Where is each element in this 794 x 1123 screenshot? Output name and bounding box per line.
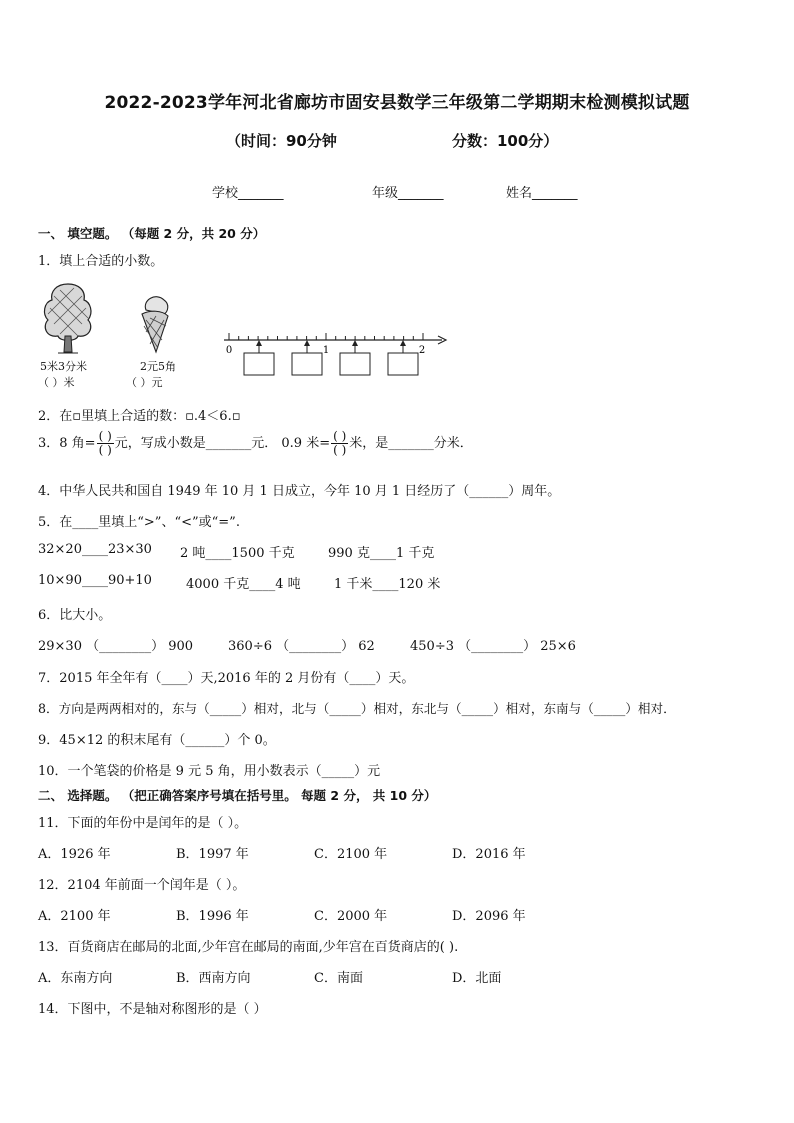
number-line-box-3	[340, 353, 370, 375]
number-line-pointers	[256, 340, 406, 353]
q6-item: 450÷3 （________） 25×6	[410, 639, 576, 654]
number-line-ticks	[229, 333, 423, 340]
q1-text: 1．填上合适的小数。	[38, 254, 164, 269]
number-line-box-2	[292, 353, 322, 375]
q6-item: 29×30 （________） 900	[38, 639, 194, 654]
icecream-label: 2元5角	[140, 360, 176, 373]
q5-item: 990 克____1 千克	[328, 546, 435, 561]
exam-score: 分数：100分）	[452, 132, 559, 150]
q10-text: 10．一个笔袋的价格是 9 元 5 角，用小数表示（_____）元	[38, 764, 381, 779]
q5-item: 32×20____23×30	[38, 542, 152, 557]
q4-text: 4．中华人民共和国自 1949 年 10 月 1 日成立，今年 10 月 1 日经历了（______）周年。	[38, 484, 561, 499]
q3-part-c: 米，是_______分米．	[349, 436, 473, 451]
tree-icon	[38, 280, 98, 356]
q6-text: 6．比大小。	[38, 608, 112, 623]
q5-item: 4000 千克____4 吨	[186, 577, 301, 592]
section2-heading: 二、 选择题。 （把正确答案序号填在括号里。 每题 2 分， 共 10 分）	[38, 788, 437, 803]
q13-text: 13．百货商店在邮局的北面,少年宫在邮局的南面,少年宫在百货商店的( ).	[38, 940, 459, 955]
number-line	[220, 326, 450, 380]
q12-option-d[interactable]: D．2096 年	[452, 909, 526, 924]
q12-option-b[interactable]: B．1996 年	[176, 909, 249, 924]
section1-heading: 一、 填空题。 （每题 2 分，共 20 分）	[38, 226, 266, 241]
number-line-box-1	[244, 353, 274, 375]
q5-text: 5．在____里填上“>”、“<”或“=”.	[38, 515, 240, 530]
q5-item: 10×90____90+10	[38, 573, 152, 588]
q14-text: 14．下图中，不是轴对称图形的是（ ）	[38, 1002, 267, 1017]
q5-item: 2 吨____1500 千克	[180, 546, 295, 561]
number-line-box-4	[388, 353, 418, 375]
icecream-answer-blank[interactable]: （ ）元	[126, 376, 163, 389]
page-title: 2022-2023学年河北省廊坊市固安县数学三年级第二学期期末检测模拟试题	[104, 93, 690, 113]
q3-fraction-2[interactable]: $\frac{( )}{( )}$	[333, 429, 347, 457]
q13-option-d[interactable]: D．北面	[452, 971, 502, 986]
tree-answer-blank[interactable]: （ ）米	[38, 376, 75, 389]
q13-option-c[interactable]: C．南面	[314, 971, 363, 986]
q11-option-c[interactable]: C．2100 年	[314, 847, 388, 862]
grade-field[interactable]: 年级_______	[372, 186, 444, 201]
q3-part-b: 元，写成小数是_______元． 0.9 米=	[114, 436, 331, 451]
q11-option-a[interactable]: A．1926 年	[38, 847, 111, 862]
school-field[interactable]: 学校_______	[212, 186, 284, 201]
q11-option-d[interactable]: D．2016 年	[452, 847, 526, 862]
q3-part-a: 3．8 角=	[38, 436, 96, 451]
icecream-icon	[136, 292, 174, 356]
q11-text: 11．下面的年份中是闰年的是（ ）。	[38, 816, 248, 831]
pointer-arrow-1	[256, 340, 262, 346]
q12-option-a[interactable]: A．2100 年	[38, 909, 111, 924]
exam-time: （时间：90分钟	[226, 132, 337, 150]
name-field[interactable]: 姓名_______	[506, 186, 578, 201]
q6-item: 360÷6 （________） 62	[228, 639, 375, 654]
pointer-arrow-2	[304, 340, 310, 346]
q3	[38, 430, 473, 457]
q2-text: 2．在▫里填上合适的数：▫.4＜6.▫	[38, 409, 241, 424]
tree-label: 5米3分米	[40, 360, 87, 373]
axis-tick-label-0: 0	[225, 345, 233, 356]
q5-item: 1 千米____120 米	[334, 577, 441, 592]
q9-text: 9．45×12 的积末尾有（______）个 0。	[38, 733, 276, 748]
q8-text: 8．方向是两两相对的，东与（_____）相对，北与（_____）相对，东北与（_____）相对，东南与（_____）相对．	[38, 701, 676, 716]
q12-option-c[interactable]: C．2000 年	[314, 909, 388, 924]
q13-option-b[interactable]: B．西南方向	[176, 971, 251, 986]
q11-option-b[interactable]: B．1997 年	[176, 847, 249, 862]
q7-text: 7．2015 年全年有（____）天,2016 年的 2 月份有（____）天。	[38, 671, 415, 686]
pointer-arrow-4	[400, 340, 406, 346]
q3-fraction-1[interactable]: $\frac{( )}{( )}$	[98, 429, 112, 457]
pointer-arrow-3	[352, 340, 358, 346]
axis-tick-label-1: 1	[322, 345, 330, 356]
q13-option-a[interactable]: A．东南方向	[38, 971, 113, 986]
q12-text: 12．2104 年前面一个闰年是（ ）。	[38, 878, 246, 893]
axis-tick-label-2: 2	[418, 345, 426, 356]
